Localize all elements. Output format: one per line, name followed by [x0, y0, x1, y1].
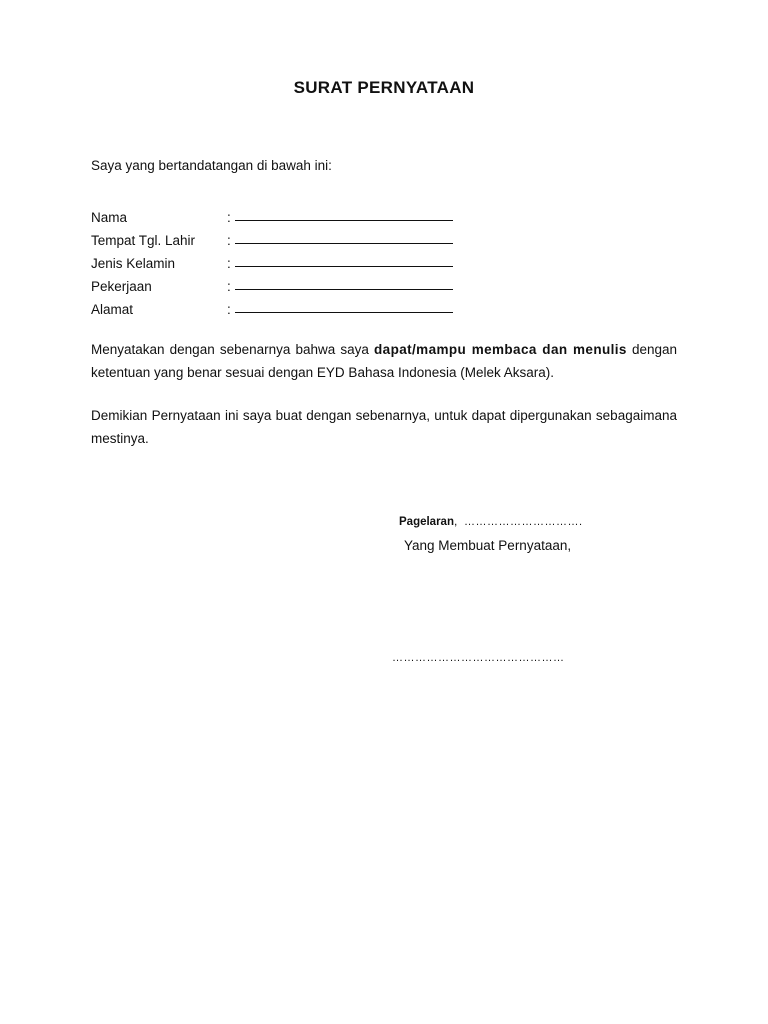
- signature-name-dots: ………………………………………: [392, 652, 565, 664]
- date-dots: ………………………….: [464, 516, 583, 528]
- statement-paragraph: [91, 338, 677, 384]
- field-row-jenis-kelamin: [91, 248, 471, 271]
- statement-prefix: Menyatakan dengan sebenarnya bahwa saya: [91, 342, 375, 357]
- field-row-alamat: [91, 294, 471, 317]
- field-blank-line: [235, 298, 453, 313]
- statement-bold: dapat/mampu membaca dan menulis: [374, 342, 627, 357]
- field-row-nama: [91, 202, 471, 225]
- field-row-pekerjaan: [91, 271, 471, 294]
- field-label: Jenis Kelamin: [91, 256, 176, 271]
- field-blank-line: [235, 252, 453, 267]
- field-blank-line: [235, 275, 453, 290]
- field-separator: :: [227, 302, 231, 317]
- field-blank-line: [235, 229, 453, 244]
- field-label: Nama: [91, 210, 128, 225]
- signer-label: Yang Membuat Pernyataan,: [404, 538, 572, 553]
- field-label: Pekerjaan: [91, 279, 152, 294]
- place-date-line: [399, 514, 583, 528]
- document-title: SURAT PERNYATAAN: [293, 78, 475, 97]
- field-label: Alamat: [91, 302, 134, 317]
- field-separator: :: [227, 210, 231, 225]
- field-separator: :: [227, 256, 231, 271]
- identity-fields: [91, 202, 471, 317]
- field-separator: :: [227, 233, 231, 248]
- field-label: Tempat Tgl. Lahir: [91, 233, 196, 248]
- field-row-tempat-tgl-lahir: [91, 225, 471, 248]
- place-name: Pagelaran: [399, 516, 454, 528]
- field-blank-line: [235, 206, 453, 221]
- place-separator: ,: [453, 514, 458, 528]
- closing-paragraph: Demikian Pernyataan ini saya buat dengan sebenarnya, untuk dapat dipergunakan sebagaimana mestinya.: [91, 408, 677, 446]
- statement-suffix: dengan ketentuan yang benar sesuai dengan EYD Bahasa Indonesia (Melek Aksara).: [91, 342, 677, 380]
- field-separator: :: [227, 279, 231, 294]
- intro-text: Saya yang bertandatangan di bawah ini:: [91, 158, 332, 173]
